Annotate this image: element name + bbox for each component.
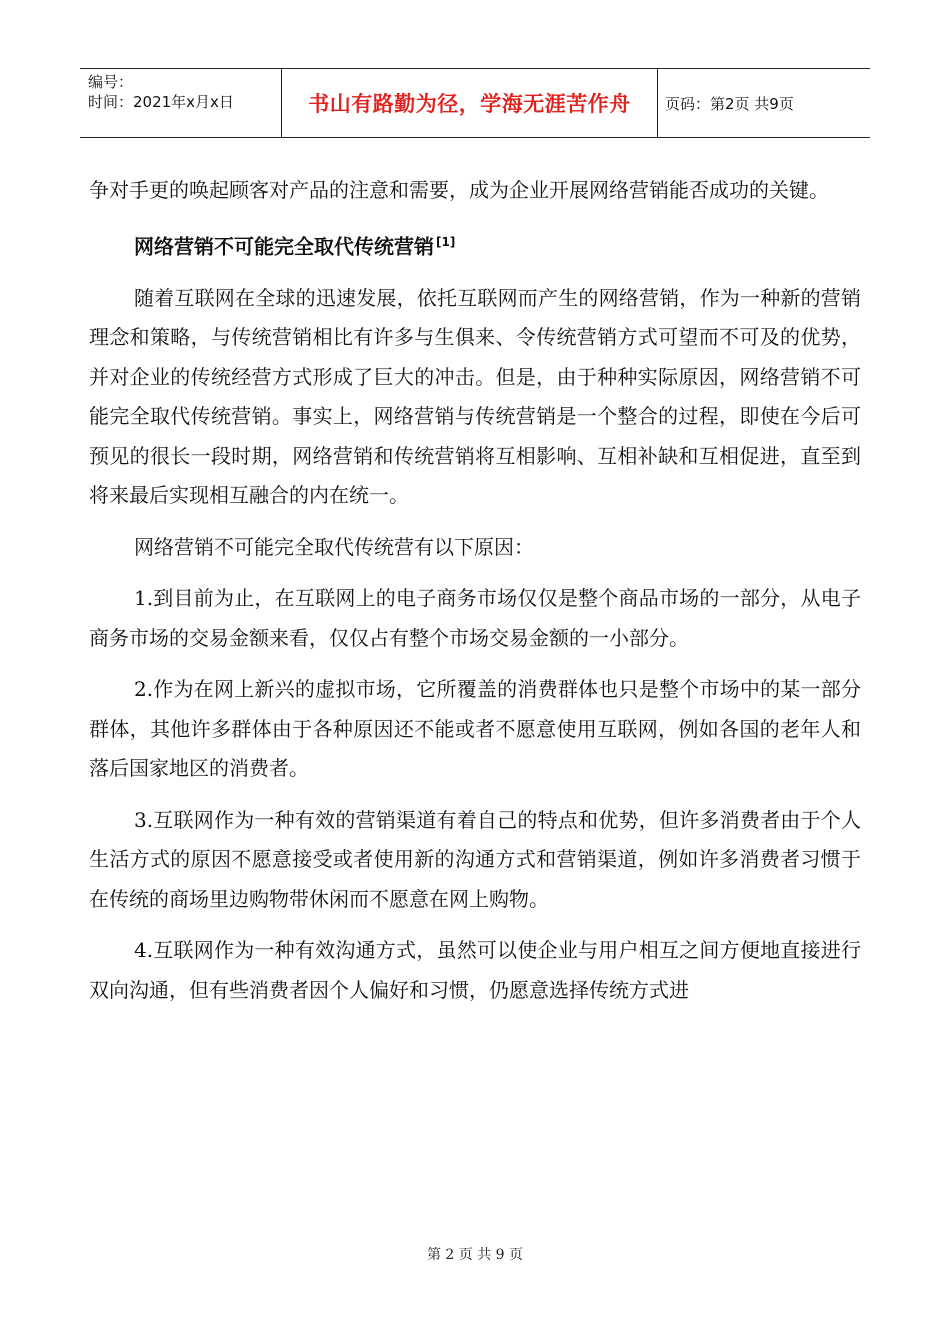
time-label: 时间：2021年x月x日 [88, 93, 234, 111]
paragraph: 网络营销不可能完全取代传统营有以下原因： [134, 534, 534, 559]
list-item: 1.到目前为止，在互联网上的电子商务市场仅仅是整个商品市场的一部分，从电子商务市场的交易金额来看，仅仅占有整个市场交易金额的一小部分。 [89, 586, 861, 650]
section-heading [89, 223, 861, 267]
header-page-code: 页码：第2页 共9页 [665, 94, 794, 113]
page-footer: 第 2 页 共 9 页 [426, 1247, 524, 1263]
code-label: 编号： [88, 73, 134, 91]
list-item: 4.互联网作为一种有效沟通方式，虽然可以使企业与用户相互之间方便地直接进行双向沟通，但有些消费者因个人偏好和习惯，仍愿意选择传统方式进 [89, 938, 861, 1002]
document-body [89, 171, 861, 1022]
header-divider [657, 69, 658, 137]
citation-ref: [1] [436, 234, 456, 249]
list-item: 2.作为在网上新兴的虚拟市场，它所覆盖的消费群体也只是整个市场中的某一部分群体，其他许多群体由于各种原因还不能或者不愿意使用互联网，例如各国的老年人和落后国家地区的消费者。 [89, 677, 861, 781]
heading-text: 网络营销不可能完全取代传统营销 [134, 234, 434, 259]
list-item: 3.互联网作为一种有效的营销渠道有着自己的特点和优势，但许多消费者由于个人生活方式的原因不愿意接受或者使用新的沟通方式和营销渠道，例如许多消费者习惯于在传统的商场里边购物带休闲而不愿意在网上购物。 [89, 807, 861, 911]
header-motto: 书山有路勤为径，学海无涯苦作舟 [308, 92, 631, 116]
document-header [80, 68, 870, 138]
paragraph: 争对手更的唤起顾客对产品的注意和需要，成为企业开展网络营销能否成功的关键。 [89, 178, 829, 202]
header-meta [88, 72, 234, 112]
paragraph: 随着互联网在全球的迅速发展，依托互联网而产生的网络营销，作为一种新的营销理念和策略，与传统营销相比有许多与生俱来、令传统营销方式可望而不可及的优势，并对企业的传统经营方式形成了巨大的冲击。但是，由于种种实际原因，网络营销不可能完全取代传统营销。事实上，网络营销与传统营销是一个整合的过程，即使在今后可预见的很长一段时期，网络营销和传统营销将互相影响、互相补缺和互相促进，直至到将来最后实现相互融合的内在统一。 [89, 285, 861, 508]
